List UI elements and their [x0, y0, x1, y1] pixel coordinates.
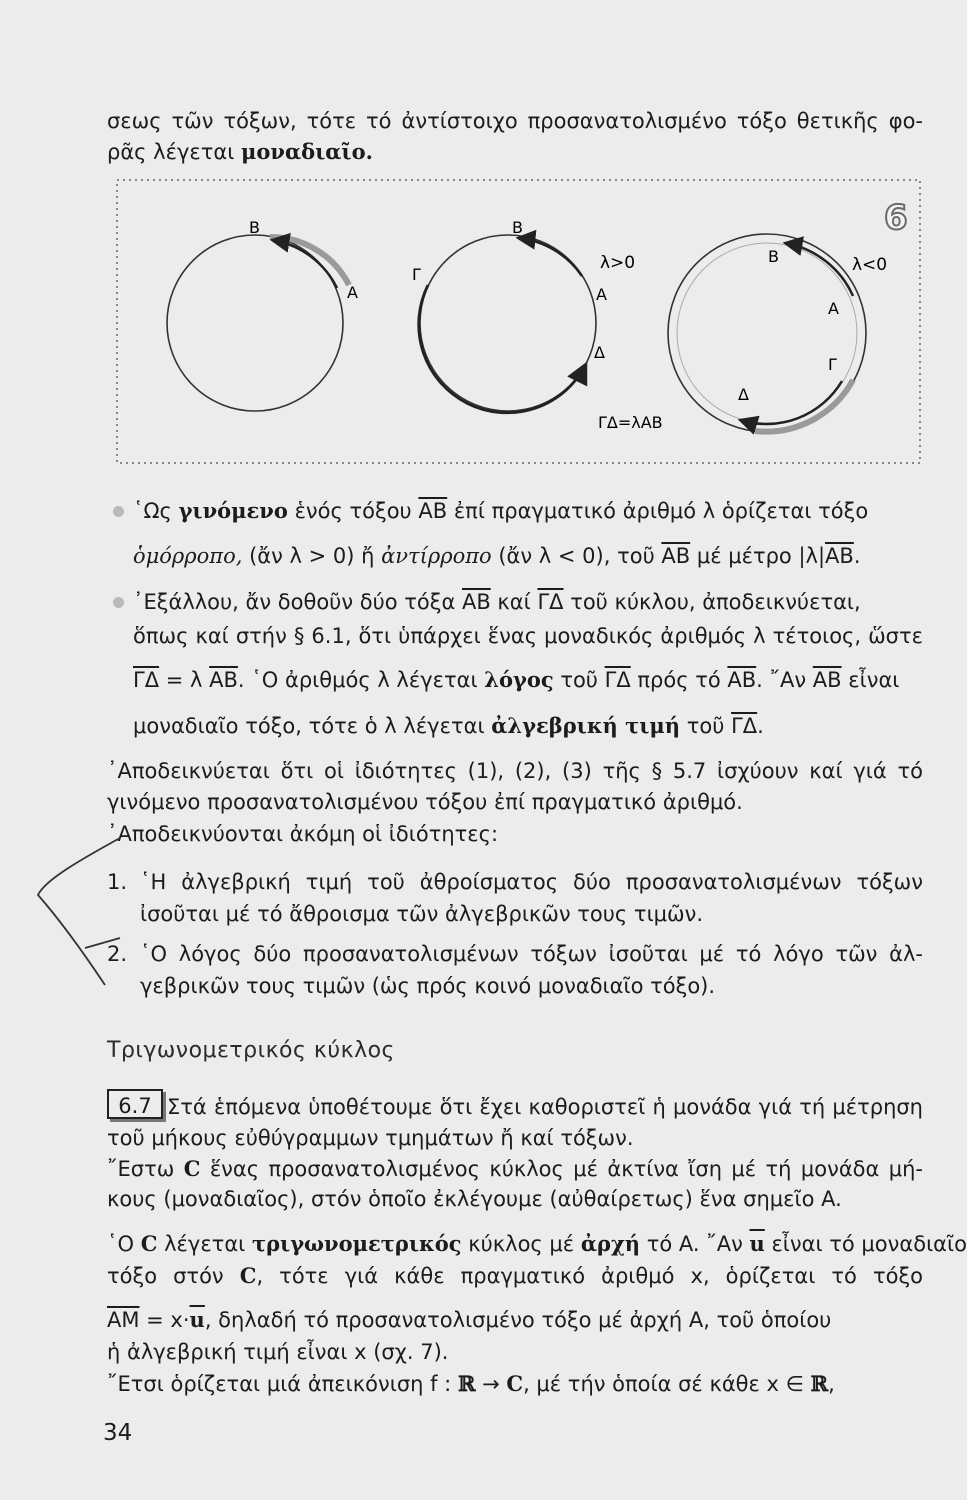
s-line-1: Στά ἑπόμενα ὑποθέτουμε ὅτι ἔχει καθοριστεῖ ἡ μονάδα γιά τή μέτρηση — [167, 1095, 923, 1119]
c2-label-d: Δ — [594, 343, 605, 362]
arc-3-gd — [740, 381, 842, 424]
b2-line-1: ᾽Εξάλλου, ἄν δοθοῦν δύο τόξα $\overline{AB}$ καί $\overline{\Gamma\Delta}$ τοῦ κύκλου, ἀποδεικνύεται, — [133, 590, 861, 614]
c3-label-g: Γ — [828, 355, 837, 374]
s-line-8: ἡ ἀλγεβρική τιμή εἶναι x (σχ. 7). — [107, 1340, 449, 1364]
section-number-box: 6.7 — [107, 1089, 163, 1119]
list-2-line-2: γεβρικῶν τους τιμῶν (ὡς πρός κοινό μοναδιαῖο τόξο). — [140, 974, 716, 998]
arc-1-arrow — [272, 240, 337, 288]
bullet-2 — [113, 597, 124, 608]
page-number: 34 — [103, 1420, 133, 1446]
s-line-7: $\overline{AM} = x\cdot\overline{u}$, δηλαδή τό προσανατολισμένο τόξο μέ ἀρχή A, τοῦ ὁποίου — [107, 1307, 832, 1332]
s-line-9: ῎Ετσι ὁρίζεται μιά ἀπεικόνιση f : ℝ → C, μέ τήν ὁποία σέ κάθε x ∈ ℝ, — [107, 1371, 835, 1396]
s-line-6: τόξο στόν C, τότε γιά κάθε πραγματικό ἀριθμό x, ὁρίζεται τό τόξο — [107, 1263, 923, 1288]
c2-label-a: A — [596, 285, 607, 304]
c2-condition: λ>0 — [600, 253, 636, 273]
b2-line-3: $\overline{\Gamma\Delta} = \lambda$ $\overline{AB}$. ῾Ο ἀριθμός λ λέγεται λόγος τοῦ $\overline{\Gamma\Delta}$ πρός τό $\overline{AB}$. ῎Αν $\overline{AB}$ εἶναι — [133, 667, 900, 692]
intro-line-1: σεως τῶν τόξων, τότε τό ἀντίστοιχο προσανατολισμένο τόξο θετικῆς φο- — [107, 109, 923, 133]
list-1-line-2: ἰσοῦται μέ τό ἄθροισμα τῶν ἀλγεβρικῶν τους τιμῶν. — [140, 902, 704, 926]
intro-line-2: ρᾶς λέγεται μοναδιαῖο. — [107, 139, 373, 164]
s-line-3: ῎Εστω C ἕνας προσανατολισμένος κύκλος μέ ἀκτίνα ἴση μέ τή μονάδα μή- — [107, 1156, 923, 1181]
b1-line-2: ὁμόρροπο, (ἄν λ > 0) ἤ ἀντίρροπο (ἄν λ < 0), τοῦ $\overline{AB}$ μέ μέτρο $|\lambda|\overline{AB}$. — [133, 544, 861, 568]
c3-condition: λ<0 — [852, 255, 888, 275]
p1-line-3: ᾽Αποδεικνύονται ἀκόμη οἱ ἰδιότητες: — [107, 822, 499, 846]
s-line-4: κους (μοναδιαῖος), στόν ὁποῖο ἐκλέγουμε (αὐθαίρετως) ἕνα σημεῖο A. — [107, 1187, 842, 1211]
arc-2-ab — [518, 238, 582, 276]
chapter-tag: 6 — [884, 198, 908, 238]
list-num-2: 2. — [107, 942, 128, 966]
c1-label-a: A — [347, 283, 358, 302]
c2-label-b: B — [512, 218, 523, 237]
c3-label-d: Δ — [738, 385, 749, 404]
p1-line-1: ᾽Αποδεικνύεται ὅτι οἱ ἰδιότητες (1), (2), (3) τῆς § 5.7 ἰσχύουν καί γιά τό — [107, 759, 923, 783]
c1-label-b: B — [249, 218, 260, 237]
p1-line-2: γινόμενο προσανατολισμένου τόξου ἐπί πραγματικό ἀριθμό. — [107, 790, 743, 814]
s-line-2: τοῦ μήκους εὐθύγραμμων τμημάτων ἤ καί τόξων. — [107, 1126, 634, 1150]
b2-line-4: μοναδιαῖο τόξο, τότε ὁ λ λέγεται ἀλγεβρική τιμή τοῦ $\overline{\Gamma\Delta}$. — [133, 713, 764, 738]
oriented-arcs-figure — [0, 0, 941, 480]
c3-label-b: B — [768, 247, 779, 266]
bullet-1 — [113, 506, 124, 517]
section-heading: Τριγωνομετρικός κύκλος — [107, 1038, 395, 1063]
term-unit-arc: μοναδιαῖο. — [241, 139, 373, 164]
list-num-1: 1. — [107, 870, 128, 894]
c2-label-g: Γ — [412, 265, 421, 284]
b2-line-2: ὅπως καί στήν § 6.1, ὅτι ὑπάρχει ἕνας μοναδικός ἀριθμός λ τέτοιος, ὥστε — [133, 624, 923, 648]
arc-1-shade — [270, 237, 349, 285]
s-line-5: ῾Ο C λέγεται τριγωνομετρικός κύκλος μέ ἀρχή τό A. ῎Αν $\overline{u}$ εἶναι τό μοναδιαῖο — [107, 1231, 967, 1256]
b1-line-1: ῾Ως γινόμενο ἑνός τόξου $\overline{AB}$ ἐπί πραγματικό ἀριθμό λ ὁρίζεται τόξο — [133, 498, 869, 523]
c3-label-a: A — [828, 299, 839, 318]
c2-equation: ΓΔ=λAB — [598, 413, 663, 432]
arc-2-gd — [419, 285, 586, 413]
list-1-line-1: ῾Η ἀλγεβρική τιμή τοῦ ἀθροίσματος δύο προσανατολισμένων τόξων — [140, 870, 923, 894]
list-2-line-1: ῾Ο λόγος δύο προσανατολισμένων τόξων ἰσοῦται μέ τό λόγο τῶν ἀλ- — [140, 942, 923, 966]
